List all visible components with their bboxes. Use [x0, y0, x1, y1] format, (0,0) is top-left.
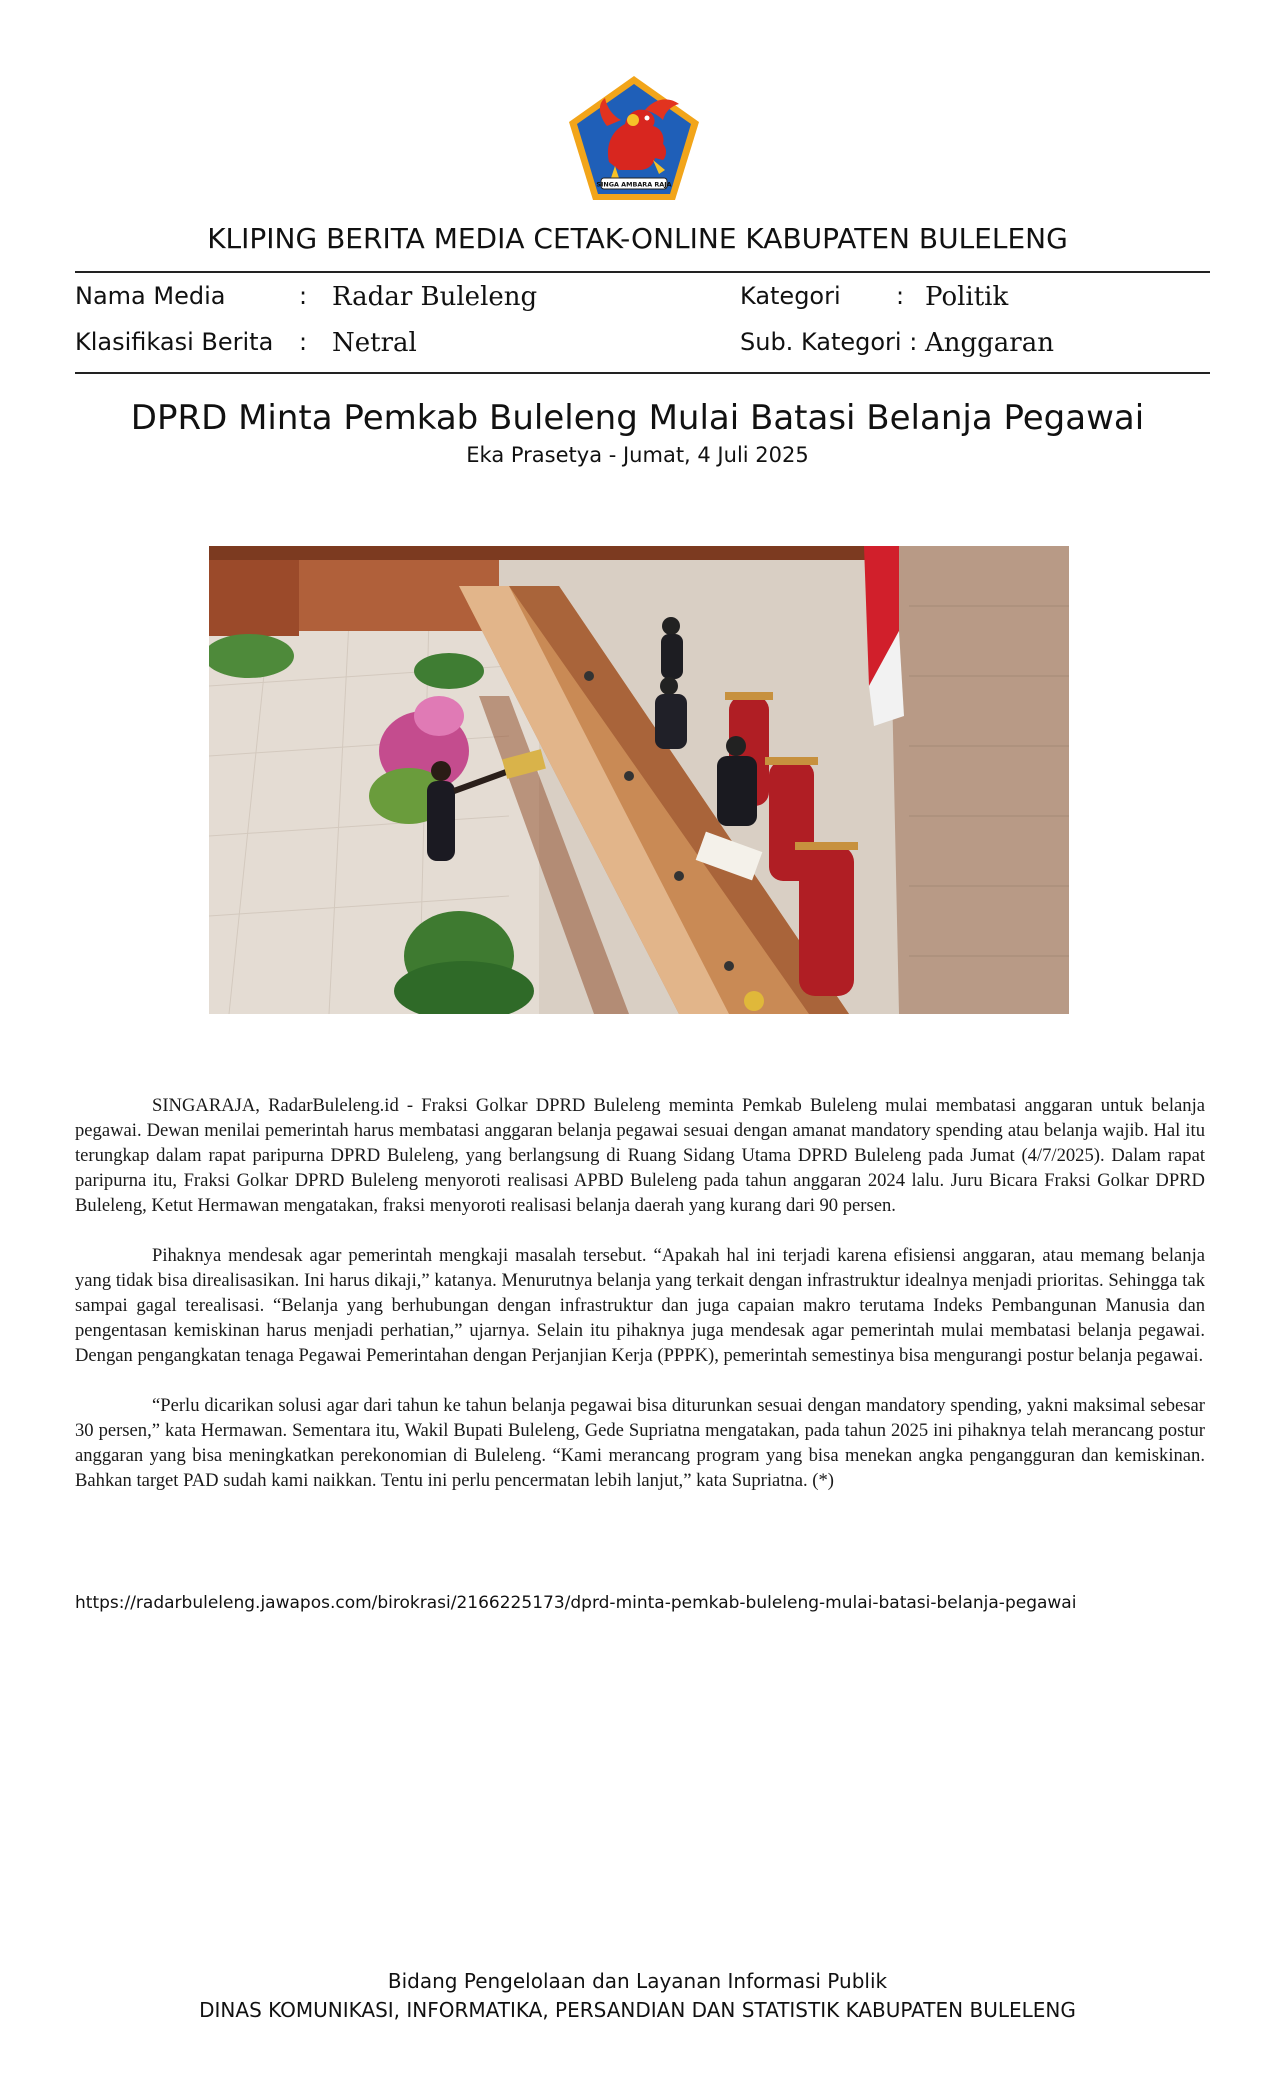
logo-ribbon-text: SINGA AMBARA RAJA — [596, 180, 672, 189]
klasifikasi-label: Klasifikasi Berita — [75, 328, 274, 356]
divider-bottom — [75, 372, 1210, 374]
kategori-value: Politik — [925, 282, 1009, 312]
media-value: Radar Buleleng — [332, 282, 538, 312]
divider-top — [75, 271, 1210, 273]
footer-department: Bidang Pengelolaan dan Layanan Informasi Publik — [387, 1969, 888, 1993]
subkategori-value: Anggaran — [925, 328, 1054, 358]
klasifikasi-colon: : — [299, 328, 308, 356]
footer-agency: DINAS KOMUNIKASI, INFORMATIKA, PERSANDIAN DAN STATISTIK KABUPATEN BULELENG — [199, 1998, 1076, 2022]
article-body — [75, 1093, 1205, 1518]
singa-ambara-raja-logo — [567, 74, 701, 202]
klasifikasi-value: Netral — [332, 328, 417, 358]
subkategori-label: Sub. Kategori : — [740, 328, 918, 356]
media-label: Nama Media — [75, 282, 226, 310]
article-byline: Eka Prasetya - Jumat, 4 Juli 2025 — [466, 443, 809, 467]
article-headline: DPRD Minta Pemkab Buleleng Mulai Batasi Belanja Pegawai — [130, 398, 1145, 438]
kategori-label: Kategori — [740, 282, 841, 310]
article-photo — [209, 546, 1069, 1014]
article-paragraph-1: SINGARAJA, RadarBuleleng.id - Fraksi Golkar DPRD Buleleng meminta Pemkab Buleleng mulai membatasi anggaran untuk belanja pegawai. Dewan menilai pemerintah harus membatasi anggaran belanja pegawai sesuai dengan amanat mandatory spending atau belanja wajib. Hal itu terungkap dalam rapat paripurna DPRD Buleleng, yang berlangsung di Ruang Sidang Utama DPRD Buleleng pada Jumat (4/7/2025). Dalam rapat paripurna itu, Fraksi Golkar DPRD Buleleng menyoroti realisasi APBD Buleleng pada tahun anggaran 2024 lalu. Juru Bicara Fraksi Golkar DPRD Buleleng, Ketut Hermawan mengatakan, fraksi menyoroti realisasi belanja daerah yang kurang dari 90 persen. — [75, 1095, 1205, 1216]
article-paragraph-3: “Perlu dicarikan solusi agar dari tahun ke tahun belanja pegawai bisa diturunkan sesuai dengan mandatory spending, yakni maksimal sebesar 30 persen,” kata Hermawan. Sementara itu, Wakil Bupati Buleleng, Gede Supriatna mengatakan, pada tahun 2025 ini pihaknya telah merancang postur anggaran yang bisa meningkatkan perekonomian di Buleleng. “Kami merancang program yang bisa menekan angka pengangguran dan kemiskinan. Bahkan target PAD sudah kami naikkan. Tentu ini perlu pencermatan lebih lanjut,” kata Supriatna. (*) — [75, 1395, 1205, 1491]
document-title: KLIPING BERITA MEDIA CETAK-ONLINE KABUPATEN BULELENG — [207, 222, 1068, 255]
source-url: https://radarbuleleng.jawapos.com/birokrasi/2166225173/dprd-minta-pemkab-buleleng-mulai-batasi-belanja-pegawai — [75, 1593, 1077, 1613]
media-colon: : — [299, 282, 308, 310]
kategori-colon: : — [896, 282, 905, 310]
article-paragraph-2: Pihaknya mendesak agar pemerintah mengkaji masalah tersebut. “Apakah hal ini terjadi karena efisiensi anggaran, atau memang belanja yang tidak bisa direalisasikan. Ini harus dikaji,” katanya. Menurutnya belanja yang terkait dengan infrastruktur idealnya menjadi prioritas. Sehingga tak sampai gagal terealisasi. “Belanja yang berhubungan dengan infrastruktur dan juga capaian makro terutama Indeks Pembangunan Manusia dan pengentasan kemiskinan harus menjadi perhatian,” ujarnya. Selain itu pihaknya juga mendesak agar pemerintah mulai membatasi belanja pegawai. Dengan pengangkatan tenaga Pegawai Pemerintahan dengan Perjanjian Kerja (PPPK), pemerintah semestinya bisa mengurangi postur belanja pegawai. — [75, 1245, 1205, 1366]
